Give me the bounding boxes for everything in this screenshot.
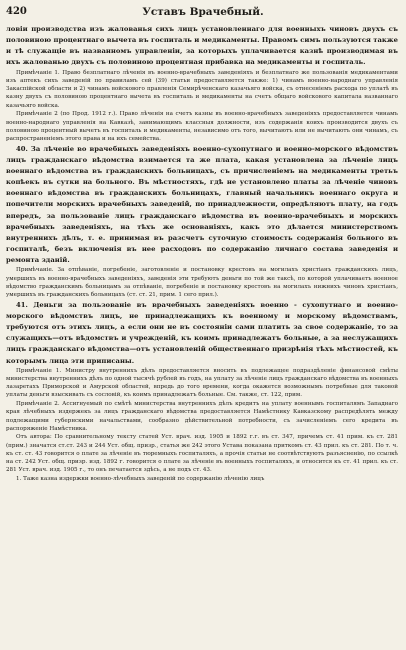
article-41: 41. Деньги за пользованіе въ врачебныхъ заведеніяхъ военно - сухопутнаго и военно-морского вѣдомствъ лицъ, не принадлежащихъ къ военному и морскому вѣдомствамъ, требуются отъ этихъ лицъ, а если они не въ состояніи сами платить за свое содержаніе, то за служащихъ—отъ вѣдомствъ и учрежденій, къ коимъ принадлежатъ больные, а за неслужащихъ лицъ гражданскаго вѣдомства—отъ установленій общественнаго призрѣнія тѣхъ мѣстностей, къ которымъ лица эти приписаны. (6, 300, 398, 365)
note-2-article-39: Примѣчаніе 2 (по Прод. 1912 г.). Право лѣченія на счетъ казны въ военно-врачебныхъ заведеніяхъ предоставляется чинамъ военно-народнаго управленія на Кавказѣ, занимающимъ классныя должности, изъ содержанія коихъ производится двухъ съ половиною процентный вычетъ въ госпиталь и медикаменты, независимо отъ того, вычитаютъ или не вычитаютъ они чинамъ, съ распространеніемъ этого права и на ихъ семейства. (6, 111, 398, 143)
page-body (6, 24, 398, 646)
note-1-article-41: Примѣчаніе 1. Министру внутреннихъ дѣлъ предоставляется вносить въ подлежащее подраздѣленіе финансовой смѣты министерства внутреннихъ дѣлъ по одной тысячѣ рублей въ годъ, на уплату за лѣченіе лицъ гражданскаго вѣдомства въ военныхъ лазаретахъ Приморской и Амурской областей, впредь до того времени, когда окажется возможнымъ потребные для таковой уплаты деньги взыскивать съ сословій, къ коимъ принадлежатъ больные. См. также, ст. 122, прим. (6, 367, 398, 399)
note-2-article-41: Примѣчаніе 2. Ассигнуемый по смѣтѣ министерства внутреннихъ дѣлъ кредитъ на уплату военнымъ госпиталямъ Западнаго края лѣчебныхъ издержекъ за лицъ гражданскаго вѣдомства предоставляется Намѣстнику Кавказскому распредѣлять между подлежащими губернскими начальствами, сообразно дѣйствительной потребности, съ зачисленіемъ сего кредита въ распоряженіе Намѣстника. (6, 401, 398, 432)
article-40: 40. За лѣченіе во врачебныхъ заведеніяхъ военно-сухопутнаго и военно-морского вѣдомствъ лицъ гражданскаго вѣдомства взимается та же плата, какая установлена за лѣченіе лицъ военнаго вѣдомства въ гражданскихъ больницахъ, съ причисленіемъ на медикаменты третьъ копѣекъ въ сутки на больного. Въ мѣстностяхъ, гдѣ не установлено платы за лѣченіе чиновъ военнаго вѣдомства въ гражданскихъ больницахъ, главный начальникъ военнаго округа и попечители морскихъ врачебныхъ заведеній, по принадлежности, опредѣляютъ плату, на годъ впередъ, за пользованіе лицъ гражданскаго вѣдомства въ военно-врачебныхъ и морскихъ врачебныхъ заведеніяхъ, на тѣхъ же основаніяхъ, какъ это дѣлается министерствомъ внутреннихъ дѣлъ, т. е. принимая въ разсчетъ суточную стоимость содержанія больного въ госпиталѣ, безъ включенія въ нее расходовъ по содержанію личнаго состава заведенія и ремонта зданій. (6, 144, 398, 265)
running-title: Уставъ Врачебный. (142, 6, 264, 18)
footnote-line: 1. Таже казна издержки военно-лѣчебныхъ заведеній по содержанію лѣченію лицъ (16, 476, 265, 483)
page-number: 420 (6, 6, 27, 17)
note-1-article-39: Примѣчаніе 1. Право безплатнаго лѣченія въ военно-врачебныхъ заведеніяхъ и безплатнаго же пользованія медикаментами изъ аптекъ сихъ заведеній по правиламъ сей (39) статьи предоставляется также: 1) чинамъ военно-народнаго управленія Закаспійской области и 2) чинамъ войскового правленія Семирѣченскаго казачьяго войска, съ отнесеніемъ расхода по уплатѣ въ казну двухъ съ половиною процентнаго вычета въ госпиталь и медикаменты на счетъ общаго войскового капитала названнаго казачьяго войска. (6, 69, 398, 109)
page-header (6, 6, 400, 20)
article-39-continuation: ловіи производства изъ жалованья сихъ лицъ установленнаго для военныхъ чиновъ двухъ съ половиною процентнаго вычета въ госпиталь и медикаменты. Правомъ симъ пользуются также и тѣ служащіе въ названномъ управленіи, за которыхъ уплачивается казнѣ производимая въ ихъ жалованью двухъ съ половиною процентная прибавка на медикаменты и госпиталь. (6, 25, 398, 67)
note-article-40: Примѣчаніе. За отпѣваніе, погребеніе, заготовленіе и постановку крестовъ на могилахъ христіанъ гражданскихъ лицъ, умершихъ въ военно-врачебныхъ заведеніяхъ, заведенія эти требуютъ деньги по той же таксѣ, по которой уплачиваетъ военное вѣдомство гражданскимъ больницамъ за отпѣваніе, погребеніе и постановку крестовъ на могилахъ нижнихъ чиновъ христіанъ, умершихъ въ гражданскихъ больницахъ (ст. ст. 21, прим. 1 сего прил.). (6, 267, 398, 299)
author-note: Отъ автора: По сравнительному тексту статей Уст. врач. изд. 1905 и 1892 г.г. въ ст. 347, причемъ ст. 41 прим. къ ст. 281 (прим.) значатся ст.ст. 243 и 244 Уст. общ. призр., статья же 242 этого Устава показана приткомъ ст. 43 прил. къ ст. 281. По т. ч. къ ст. ст. 43 говорится о плате за лѣченіе въ тюремныхъ госпиталяхъ, а прочія статьи не соотвѣтствуютъ разъясненію, по ссылкѣ на ст. 242 Уст. общ. призр. изд. 1892 г. говорится о плате за лѣченіе въ военныхъ госпиталяхъ, и относится къ ст. 41 прил. къ ст. 281 Уст. врач. изд. 1905 г., то онъ печатается здѣсь, а не подъ ст. 43. (6, 434, 398, 474)
